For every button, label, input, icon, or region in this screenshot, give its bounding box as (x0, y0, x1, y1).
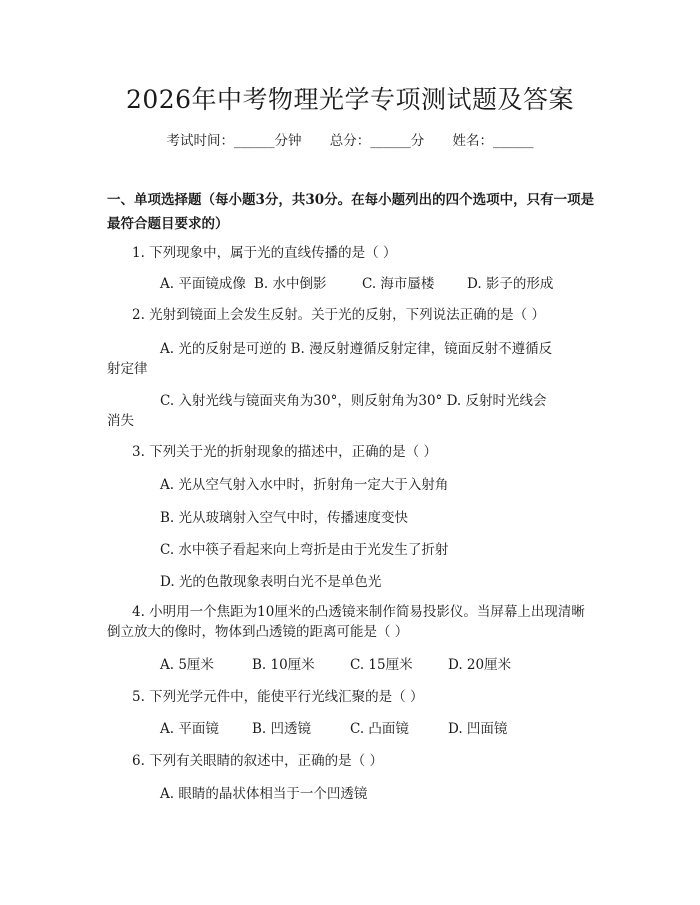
question-4-stem: 4. 小明用一个焦距为10厘米的凸透镜来制作简易投影仪。当屏幕上出现清晰 (132, 604, 585, 620)
question-1-option-c: C. 海市蜃楼 (362, 276, 435, 292)
question-6-stem: 6. 下列有关眼睛的叙述中，正确的是（ ） (132, 753, 383, 769)
question-2-options-cd: C. 入射光线与镜面夹角为30°，则反射角为30° D. 反射时光线会 (160, 393, 547, 409)
question-3-option-d: D. 光的色散现象表明白光不是单色光 (160, 574, 382, 590)
question-3-stem: 3. 下列关于光的折射现象的描述中，正确的是（ ） (132, 444, 437, 460)
section-heading: 一、单项选择题（每小题3分，共30分。在每小题列出的四个选项中，只有一项是最符合题目要求的） (107, 192, 595, 232)
question-2-options-ab-wrap: 射定律 (107, 361, 148, 377)
question-3-option-c: C. 水中筷子看起来向上弯折是由于光发生了折射 (160, 542, 449, 558)
exam-meta (0, 131, 700, 151)
question-3-option-a: A. 光从空气射入水中时，折射角一定大于入射角 (160, 477, 449, 493)
page-title: 2026年中考物理光学专项测试题及答案 (125, 85, 575, 114)
question-5-option-d: D. 凹面镜 (448, 721, 508, 737)
question-2-options-ab: A. 光的反射是可逆的 B. 漫反射遵循反射定律，镜面反射不遵循反 (160, 341, 553, 357)
question-5-stem: 5. 下列光学元件中，能使平行光线汇聚的是（ ） (132, 689, 424, 705)
question-6-option-a: A. 眼睛的晶状体相当于一个凹透镜 (160, 786, 368, 802)
question-5-options (160, 719, 507, 739)
question-1-option-d: D. 影子的形成 (467, 276, 554, 292)
question-4-option-b: B. 10厘米 (252, 657, 315, 673)
exam-time: 考试时间：______分钟 (166, 133, 302, 149)
question-4-option-d: D. 20厘米 (448, 657, 512, 673)
question-5-option-c: C. 凸面镜 (350, 721, 409, 737)
question-1-stem: 1. 下列现象中，属于光的直线传播的是（ ） (132, 245, 397, 261)
question-5-option-a: A. 平面镜 (160, 721, 219, 737)
question-4-stem-wrap: 倒立放大的像时，物体到凸透镜的距离可能是（ ） (107, 624, 409, 640)
question-4-option-c: C. 15厘米 (350, 657, 413, 673)
student-name: 姓名：______ (452, 133, 534, 149)
question-1-option-b: B. 水中倒影 (254, 276, 327, 292)
question-3-option-b: B. 光从玻璃射入空气中时，传播速度变快 (160, 510, 409, 526)
question-4-option-a: A. 5厘米 (160, 657, 214, 673)
question-1-options (160, 274, 553, 294)
question-4-options (160, 655, 511, 675)
question-5-option-b: B. 凹透镜 (252, 721, 312, 737)
question-2-options-cd-wrap: 消失 (107, 413, 134, 429)
question-1-option-a: A. 平面镜成像 (160, 276, 246, 292)
question-2-stem: 2. 光射到镜面上会发生反射。关于光的反射，下列说法正确的是（ ） (132, 307, 545, 323)
total-score: 总分：______分 (329, 133, 425, 149)
